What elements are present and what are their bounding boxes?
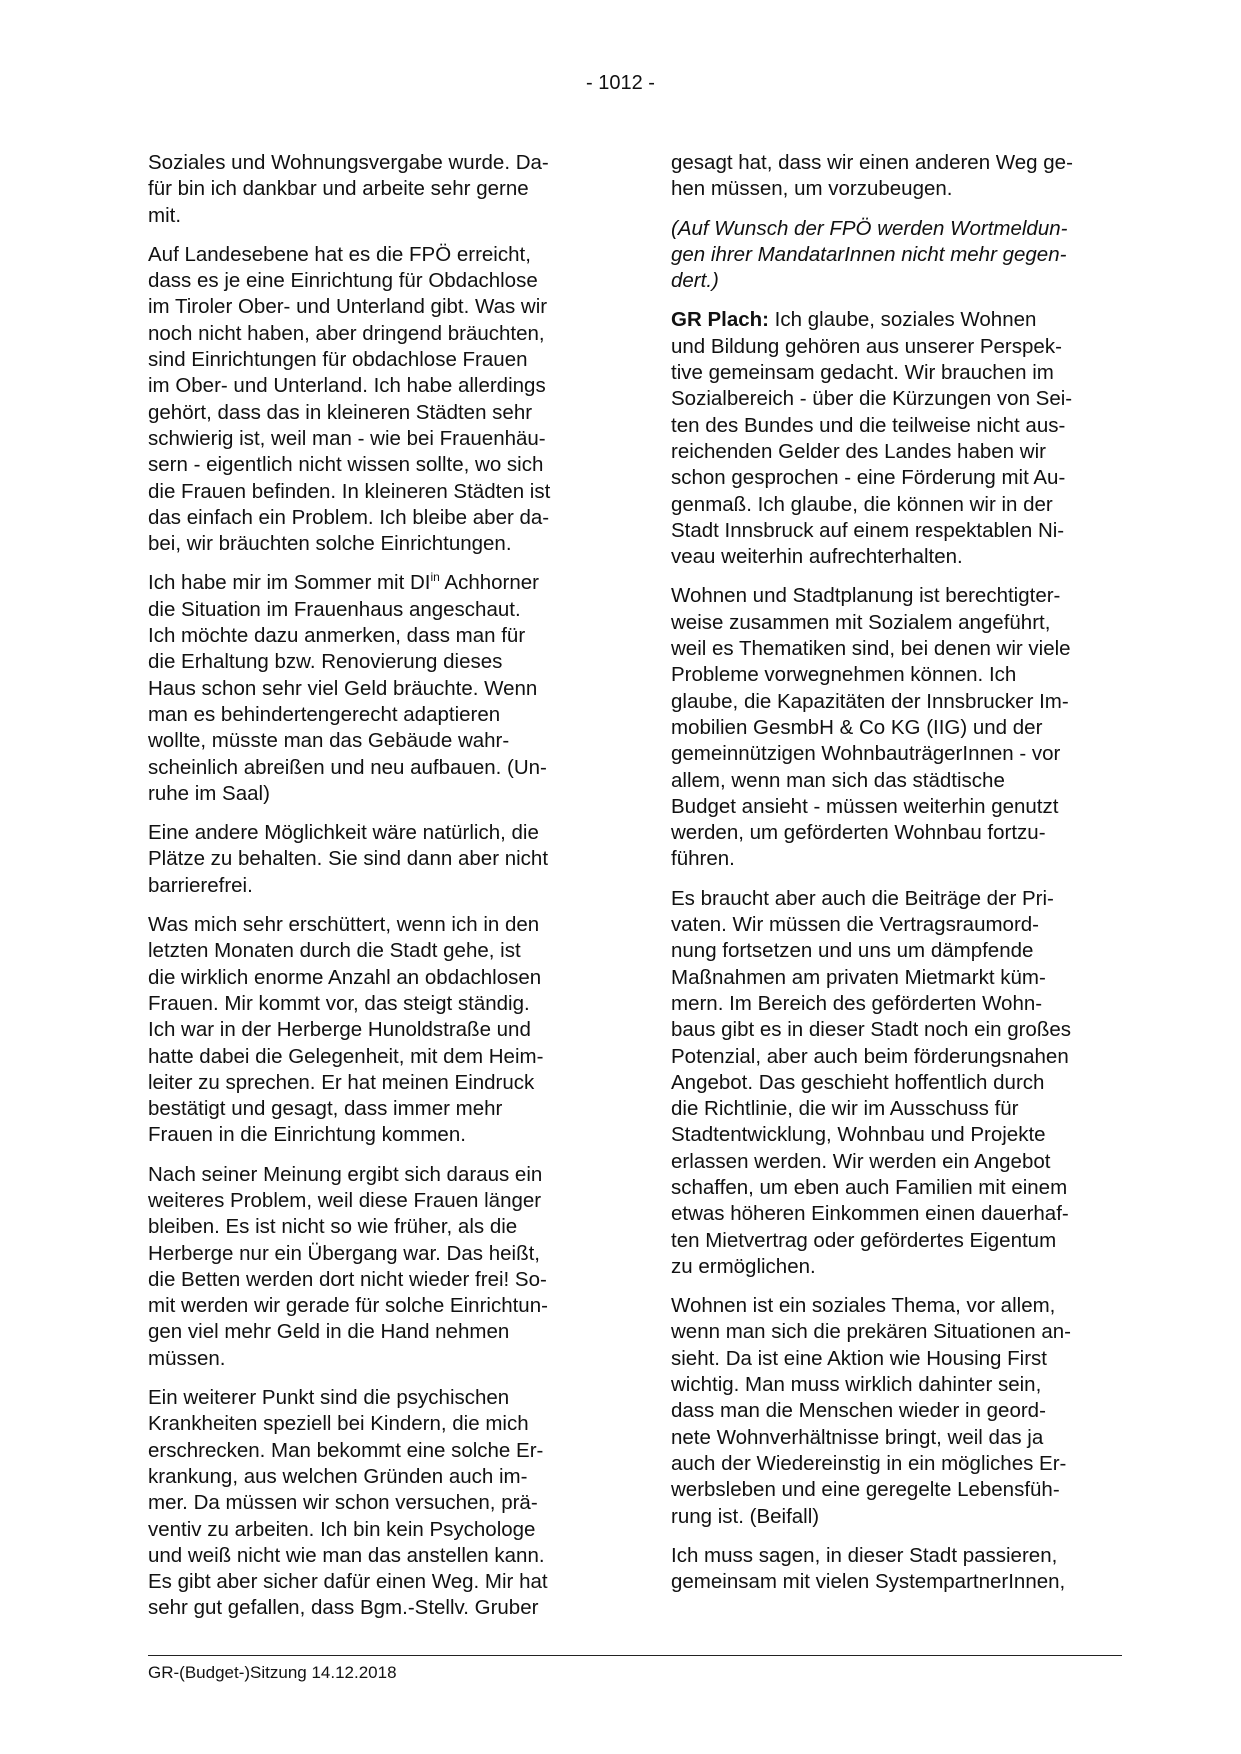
paragraph: Ich muss sagen, in dieser Stadt passieren, gemeinsam mit vielen SystempartnerInnen,	[671, 1543, 1066, 1594]
paragraph: Ich habe mir im Sommer mit $DI^{in}$ Achhorner die Situation im Frauenhaus angeschaut. Ich möchte dazu anmerken, dass man für die Erhaltung bzw. Renovierung dieses Haus schon sehr viel Geld bräuchte. Wenn man es behindertengerecht adaptieren wollte, müsste man das Gebäude wahr- scheinlich abreißen und neu aufbauen. (Un- ruhe im Saal)	[148, 570, 547, 805]
paragraph: Ein weiterer Punkt sind die psychischen Krankheiten speziell bei Kindern, die mich erschrecken. Man bekommt eine solche Er- krankung, aus welchen Gründen auch im- mer. Da müssen wir schon versuchen, prä- ventiv zu arbeiten. Ich bin kein Psychologe und weiß nicht wie man das anstellen kann. Es gibt aber sicher dafür einen Weg. Mir hat sehr gut gefallen, dass Bgm.-Stellv. Gruber	[148, 1386, 548, 1620]
paragraph: Wohnen und Stadtplanung ist berechtigter- weise zusammen mit Sozialem angeführt, weil es Thematiken sind, bei denen wir viele Probleme vorwegnehmen können. Ich glaube, die Kapazitäten der Innsbrucker Im- mobilien GesmbH & Co KG (IIG) und der gemeinnützigen WohnbauträgerInnen - vor allem, wenn man sich das städtische Budget ansieht - müssen weiterhin genutzt werden, um geförderten Wohnbau fortzu- führen.	[671, 584, 1071, 871]
paragraph: Soziales und Wohnungsvergabe wurde. Da- für bin ich dankbar und arbeite sehr gerne mit.	[148, 151, 549, 227]
page-number: - 1012 -	[586, 72, 655, 94]
paragraph: Es braucht aber auch die Beiträge der Pri- vaten. Wir müssen die Vertragsraumord- nung fortsetzen und uns um dämpfende Maßnahmen am privaten Mietmarkt küm- mern. Im Bereich des geförderten Wohn- baus gibt es in dieser Stadt noch ein großes Potenzial, aber auch beim förderungsnahen Angebot. Das geschieht hoffentlich durch die Richtlinie, die wir im Ausschuss für Stadtentwicklung, Wohnbau und Projekte erlassen werden. Wir werden ein Angebot schaffen, um eben auch Familien mit einem etwas höheren Einkommen einen dauerhaf- ten Mietvertrag oder gefördertes Eigentum zu ermöglichen.	[671, 886, 1071, 1278]
paragraph: Eine andere Möglichkeit wäre natürlich, die Plätze zu behalten. Sie sind dann aber nicht barrierefrei.	[148, 821, 549, 897]
paragraph: Nach seiner Meinung ergibt sich daraus ein weiteres Problem, weil diese Frauen länger bleiben. Es ist nicht so wie früher, als die Herberge nur ein Übergang war. Das heißt, die Betten werden dort nicht wieder frei! So- mit werden wir gerade für solche Einrichtun- gen viel mehr Geld in die Hand nehmen müssen.	[148, 1162, 548, 1370]
right-column	[671, 150, 1121, 1608]
editorial-note: (Auf Wunsch der FPÖ werden Wortmeldun- gen ihrer MandatarInnen nicht mehr gegen- dert.)	[671, 216, 1068, 293]
paragraph: Auf Landesebene hat es die FPÖ erreicht, dass es je eine Einrichtung für Obdachlose im Tiroler Ober- und Unterland gibt. Was wir noch nicht haben, aber dringend bräuchten, sind Einrichtungen für obdachlose Frauen im Ober- und Unterland. Ich habe allerdings gehört, dass das in kleineren Städten sehr schwierig ist, weil man - wie bei Frauenhäu- sern - eigentlich nicht wissen sollte, wo sich die Frauen befinden. In kleineren Städten ist das einfach ein Problem. Ich bleibe aber da- bei, wir bräuchten solche Einrichtungen.	[148, 242, 551, 556]
speaker-name: GR Plach:	[671, 308, 769, 332]
paragraph: gesagt hat, dass wir einen anderen Weg ge- hen müssen, um vorzubeugen.	[671, 151, 1073, 201]
footer-divider	[148, 1655, 1122, 1656]
paragraph: Wohnen ist ein soziales Thema, vor allem, wenn man sich die prekären Situationen an- sieht. Da ist eine Aktion wie Housing First wichtig. Man muss wirklich dahinter sein, dass man die Menschen wieder in geord- nete Wohnverhältnisse bringt, weil das ja auch der Wiedereinstig in ein mögliches Er- werbsleben und eine geregelte Lebensfüh- rung ist. (Beifall)	[671, 1294, 1071, 1528]
left-column	[148, 150, 598, 1635]
paragraph: Was mich sehr erschüttert, wenn ich in den letzten Monaten durch die Stadt gehe, ist die wirklich enorme Anzahl an obdachlosen Frauen. Mir kommt vor, das steigt ständig. Ich war in der Herberge Hunoldstraße und hatte dabei die Gelegenheit, mit dem Heim- leiter zu sprechen. Er hat meinen Eindruck bestätigt und gesagt, dass immer mehr Frauen in die Einrichtung kommen.	[148, 913, 544, 1147]
superscript: in	[430, 570, 440, 585]
paragraph: GR Plach: Ich glaube, soziales Wohnen und Bildung gehören aus unserer Perspek- tive gemeinsam gedacht. Wir brauchen im Sozialbereich - über die Kürzungen von Sei- ten des Bundes und die teilweise nicht aus- reichenden Gelder des Landes haben wir schon gesprochen - eine Förderung mit Au- genmaß. Ich glaube, die können wir in der Stadt Innsbruck auf einem respektablen Ni- veau weiterhin aufrechterhalten.	[671, 308, 1073, 569]
footer-session-label: GR-(Budget-)Sitzung 14.12.2018	[148, 1663, 397, 1682]
